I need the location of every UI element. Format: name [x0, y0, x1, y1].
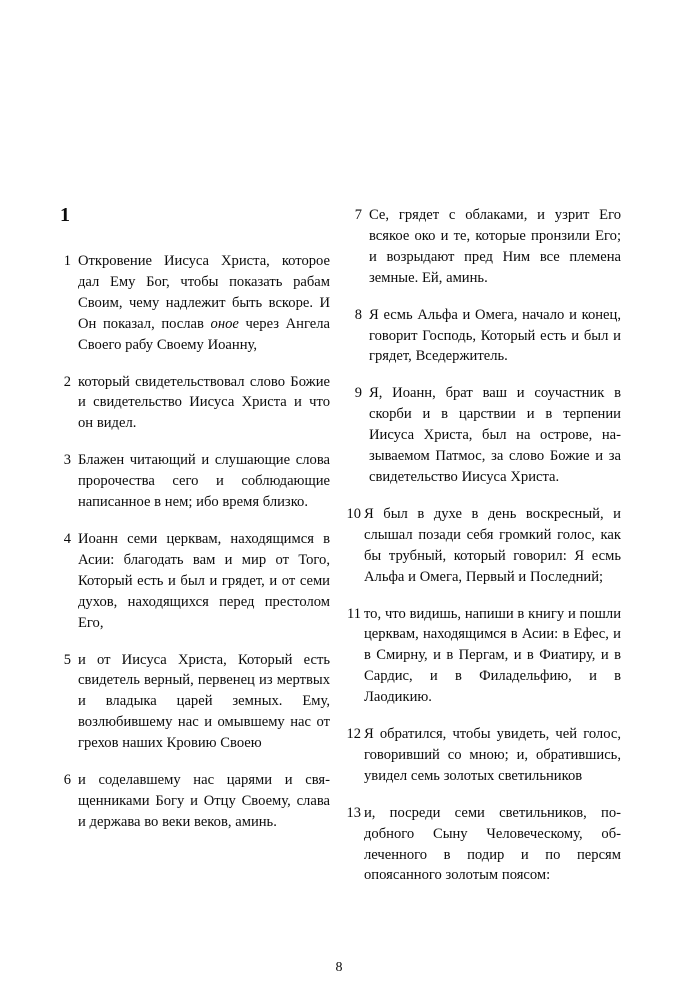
verse-number: 6	[63, 772, 71, 789]
verse-text: Я обратился, чтобы увидеть, чей голос, говоривший со мною; и, обратившись, увидел семь золотых светильников	[364, 726, 621, 784]
verse-text: Я есмь Альфа и Омега, начало и конец, говорит Господь, Который есть и был и грядет, Вседержитель.	[369, 306, 621, 365]
verse-text: Иоанн семи церквам, находящимся в Асии: благодать вам и мир от Того, Который есть и был и грядет, и от семи духов, находящихся перед престолом Его,	[78, 530, 330, 631]
verse-block	[56, 372, 330, 435]
verse-number: 8	[354, 306, 362, 323]
verse-block	[56, 529, 330, 634]
verse-text: то, что видишь, напиши в книгу и пошли церквам, находящимся в Асии: в Ефес, и в Смирну, и в Пергам, и в Фиатиру, и в Сардис, и в Филадельфию, и в Лаодикию.	[364, 605, 621, 706]
verse-block	[347, 724, 621, 787]
verse-block	[347, 604, 621, 709]
verse-text: и соделавшему нас царями и священниками Богу и Отцу Своему, слава и держава во веки веков, аминь.	[78, 772, 330, 830]
verse-text: и от Иисуса Христа, Который есть свидетель верный, первенец из мертвых и владыка царей земных. Ему, возлюбившему нас и омывшему нас от грехов наших Кровию Своею	[78, 651, 330, 752]
verse-text-part: Откровение Иисуса Христа, которое дал Ему Бог, чтобы показать рабам Своим, чему надлежит быть вскоре. И Он показал, послав	[78, 253, 330, 332]
left-column	[56, 205, 330, 945]
verse-text: и, посреди семи светильников, подобного Сыну Человеческому, облеченного в подир и по персям опоясанного золотым поясом:	[364, 804, 621, 884]
verse-number: 12	[346, 726, 361, 743]
verse-number: 1	[63, 253, 71, 269]
verse-text: который свидетельствовал слово Божие и свидетельство Иисуса Христа и что он видел.	[78, 373, 330, 432]
verse-block	[56, 650, 330, 755]
verse-text-italic: оное	[210, 315, 239, 332]
verse-number: 13	[346, 804, 361, 821]
verse-number: 4	[63, 530, 71, 547]
page-number: 8	[335, 960, 343, 975]
verse-number: 2	[63, 373, 71, 390]
verse-number: 9	[354, 385, 362, 402]
verse-block	[56, 450, 330, 513]
verse-block	[56, 770, 330, 833]
verse-block	[347, 383, 621, 488]
verse-block	[56, 251, 330, 356]
chapter-heading: 1	[60, 204, 71, 226]
verse-number: 10	[346, 505, 361, 522]
verse-text: Блажен читающий и слушающие слова пророчества сего и соблюдающие написанное в нем; ибо время близко.	[78, 452, 330, 511]
verse-text: Я, Иоанн, брат ваш и соучастник в скорби и в царствии и в терпении Иисуса Христа, был на острове, называемом Патмос, за слово Божие и за свидетельство Иисуса Христа.	[369, 385, 621, 485]
verse-text: Се, грядет с облаками, и узрит Его всякое око и те, которые пронзили Его; и возрыдают пред Ним все племена земные. Ей, аминь.	[369, 207, 621, 286]
verse-text-part: через Ангела Своего рабу Своему Иоанну,	[78, 315, 330, 353]
verse-block	[347, 305, 621, 368]
right-column	[347, 205, 621, 945]
verse-block	[347, 803, 621, 887]
verse-number: 7	[354, 207, 362, 223]
verse-text: Я был в духе в день воскресный, и слышал позади себя громкий голос, как бы трубный, который говорил: Я есмь Альфа и Омега, Первый и Последний;	[364, 505, 621, 585]
verse-text	[78, 251, 330, 356]
verse-number: 5	[63, 651, 71, 668]
verse-block	[347, 205, 621, 289]
verse-number: 11	[347, 605, 361, 622]
verse-number: 3	[63, 452, 71, 469]
verse-block	[347, 504, 621, 588]
two-column-text-body	[56, 205, 622, 945]
